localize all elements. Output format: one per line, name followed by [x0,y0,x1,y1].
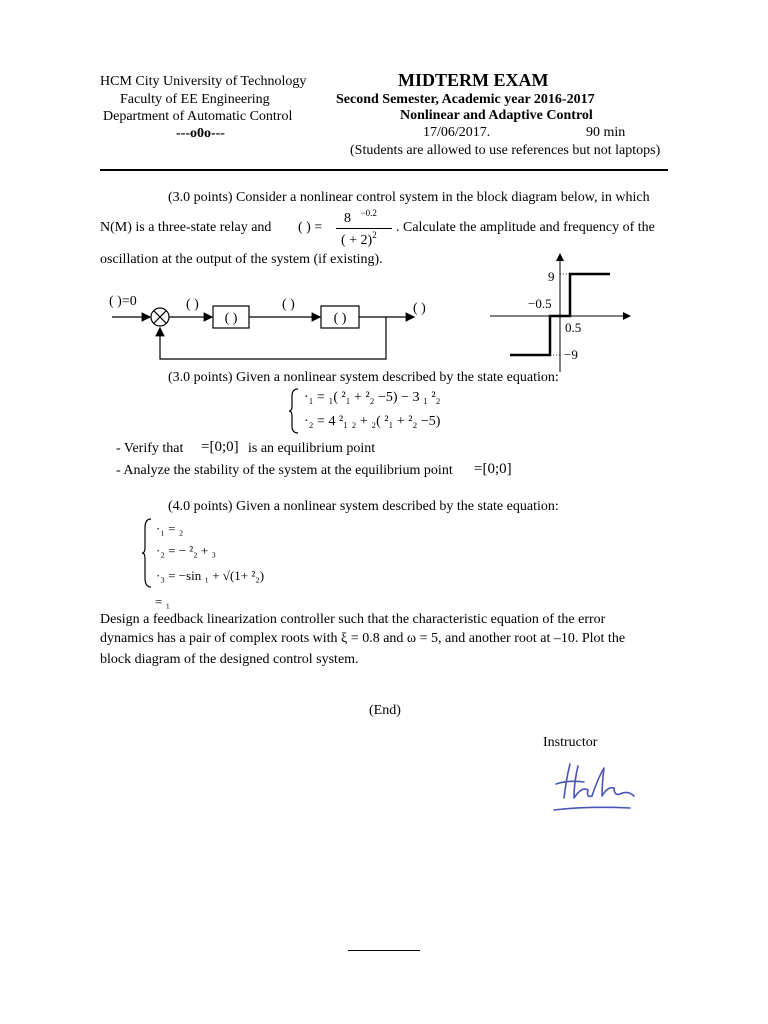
transfer-function-numerator [344,208,377,227]
problem2-task1-start: - Verify that [116,441,184,456]
fraction-bar [336,228,392,229]
university-name: HCM City University of Technology [100,74,307,89]
summing-junction [151,308,169,326]
problem3-equation3: ·₃ = −sin ₁ + √(1+ ²₂) [156,568,265,583]
instructor-signature [548,756,648,816]
tf-denominator-value: ( + 2) [341,233,373,248]
problem2-task1-eq: =[0;0] [201,439,239,455]
problem3-text-line2: dynamics has a pair of complex roots with ξ = 0.8 and ω = 5, and another root at –10. Plot the [100,631,626,646]
faculty-name: Faculty of EE Engineering [120,92,270,107]
department-name: Department of Automatic Control [103,109,293,124]
problem3-equation1: ·₁ = ₂ [156,521,184,536]
end-marker: (End) [369,703,401,718]
relay-lower-level: −9 [564,347,578,362]
error-signal-label: ( ) [186,297,199,312]
problem1-line2-end: . Calculate the amplitude and frequency of the [396,220,655,235]
problem2-brace [288,388,300,434]
exam-date: 17/06/2017. [423,125,491,140]
course-name: Nonlinear and Adaptive Control [400,108,593,123]
input-label: ( )=0 [109,294,137,309]
instructor-label: Instructor [543,735,598,750]
relay-upper-level: 9 [548,269,555,284]
problem2-task2-eq: =[0;0] [474,461,512,477]
exam-note: (Students are allowed to use references but not laptops) [350,143,661,158]
problem3-text-line3: block diagram of the designed control system. [100,652,359,667]
header-rule [100,169,668,171]
problem2-equation1: ·₁ = ₁( ²₁ + ²₂ −5) − 3 ₁ ²₂ [304,390,441,405]
problem3-output-equation: = ₁ [155,594,171,609]
tf-numerator-exponent: −0.2 [360,208,377,218]
problem2-intro: (3.0 points) Given a nonlinear system described by the state equation: [168,370,559,385]
exam-duration: 90 min [586,125,626,140]
exam-title: MIDTERM EXAM [398,70,549,90]
problem1-line2-start: N(M) is a three-state relay and [100,220,272,235]
relay-negative-deadzone: −0.5 [528,296,552,311]
problem2-task2-start: - Analyze the stability of the system at the equilibrium point [116,463,453,478]
problem1-line3: oscillation at the output of the system (if existing). [100,252,383,267]
relay-characteristic [484,250,644,375]
output-label: ( ) [413,301,426,316]
problem1-line1: (3.0 points) Consider a nonlinear control system in the block diagram below, in which [168,190,650,205]
footer-rule [348,950,420,951]
tf-numerator-value: 8 [344,211,351,226]
header-separator: ---o0o--- [176,126,225,141]
problem2-equation2: ·₂ = 4 ²₁ ₂ + ₂( ²₁ + ²₂ −5) [304,414,441,429]
problem3-equation2: ·₂ = − ²₂ + ₃ [156,543,217,558]
transfer-function-denominator [341,230,377,249]
problem3-text-line1: Design a feedback linearization controller such that the characteristic equation of the error [100,612,606,627]
problem3-intro: (4.0 points) Given a nonlinear system described by the state equation: [168,499,559,514]
semester: Second Semester, Academic year 2016-2017 [336,92,595,107]
tf-denominator-exponent: 2 [372,230,377,240]
block-diagram [100,285,440,365]
problem2-task1-end: is an equilibrium point [248,441,376,456]
problem3-brace [141,518,153,588]
plant-block-label: ( ) [333,311,347,326]
nonlinear-block-label: ( ) [224,311,238,326]
relay-positive-deadzone: 0.5 [565,320,582,335]
control-signal-label: ( ) [282,297,295,312]
transfer-function-lhs: ( ) = [298,220,323,235]
